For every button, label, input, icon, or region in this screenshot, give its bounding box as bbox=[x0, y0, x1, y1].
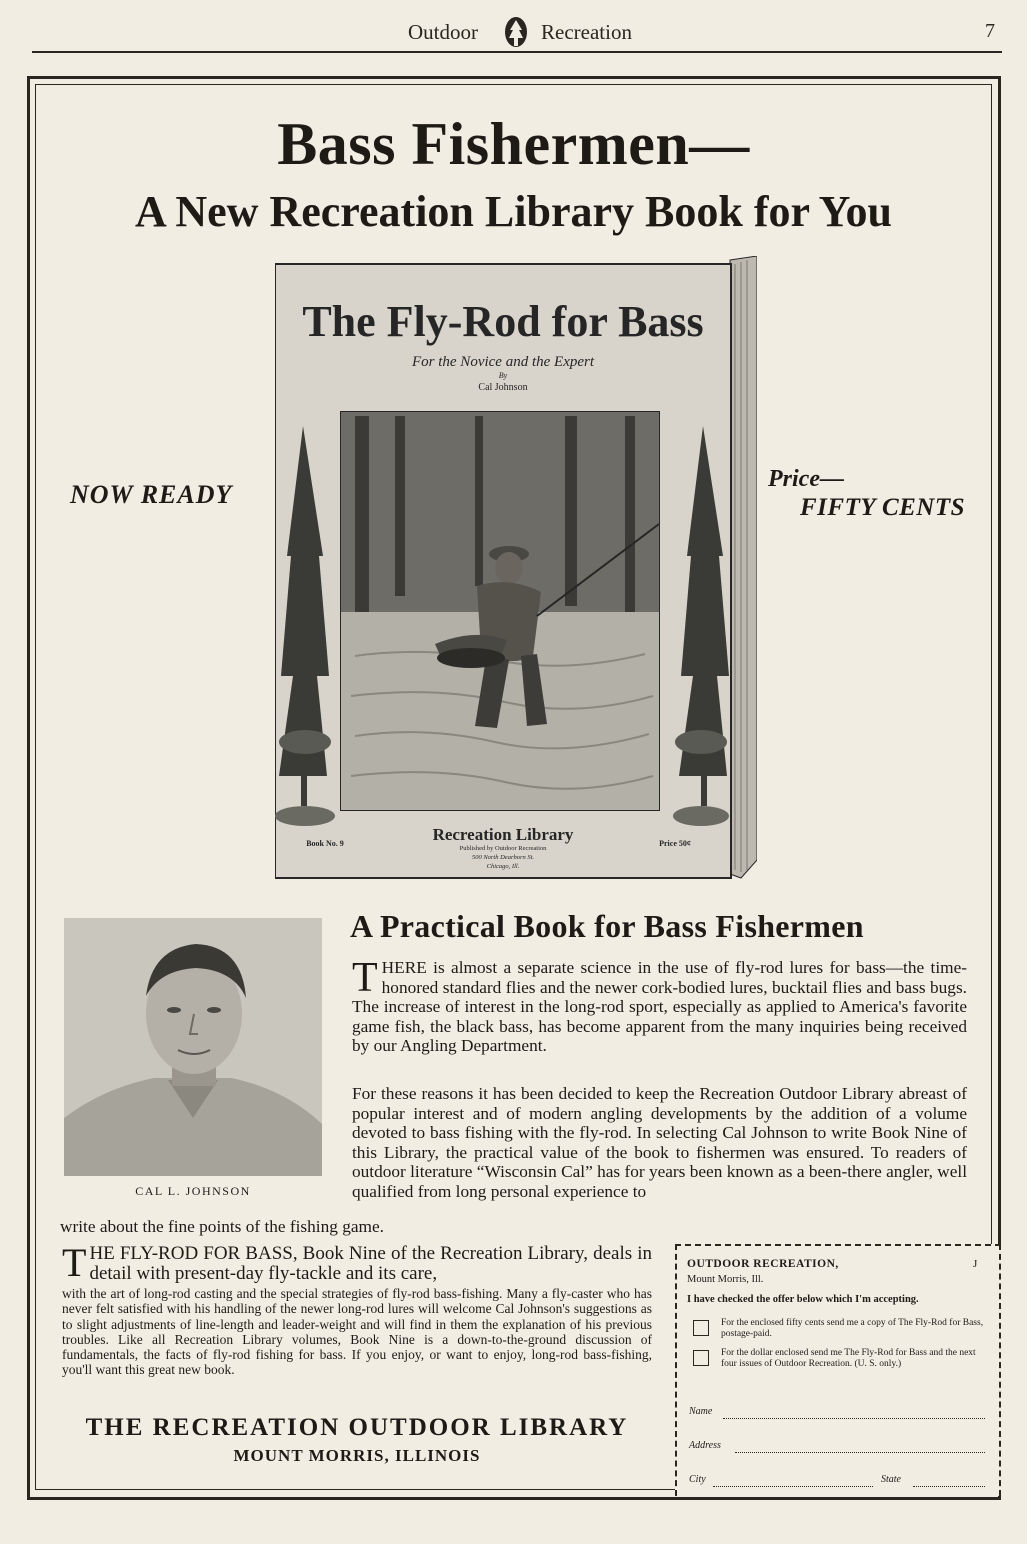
price-value: FIFTY CENTS bbox=[800, 494, 966, 521]
city-label: City bbox=[689, 1474, 706, 1485]
coupon-instruction: I have checked the offer below which I'm accepting. bbox=[687, 1294, 919, 1305]
headline-main: Bass Fishermen— bbox=[277, 111, 750, 177]
body-paragraph-1: THERE is almost a separate science in the use of fly-rod lures for bass—the time-honored standard flies and the newer cork-bodied lures, bucktail flies and bass bugs. The increase of interest in the long-rod sport, especially as applied to America's favorite game fish, the black bass, has become apparent from the many inquiries being received by our Angling Department. bbox=[352, 955, 967, 1055]
book-cover-illustration bbox=[275, 256, 757, 880]
cover-title: The Fly-Rod for Bass bbox=[302, 297, 704, 346]
coupon-corner-mark: J bbox=[973, 1258, 978, 1270]
name-field[interactable] bbox=[723, 1418, 985, 1419]
city-field[interactable] bbox=[713, 1486, 873, 1487]
cover-series: Recreation Library bbox=[432, 825, 574, 844]
cover-price: Price 50¢ bbox=[659, 839, 691, 848]
cover-book-number: Book No. 9 bbox=[306, 839, 344, 848]
book-page-edges bbox=[730, 256, 757, 878]
cover-street: 500 North Dearborn St. bbox=[471, 854, 535, 861]
magazine-name-right: Recreation bbox=[541, 20, 632, 44]
now-ready-callout: NOW READY bbox=[70, 480, 233, 509]
publisher-address: MOUNT MORRIS, ILLINOIS bbox=[233, 1446, 481, 1465]
option-2-checkbox[interactable] bbox=[693, 1350, 709, 1366]
cover-city: Chicago, Ill. bbox=[486, 863, 520, 870]
running-head bbox=[0, 14, 1027, 54]
order-coupon[interactable] bbox=[675, 1244, 1001, 1496]
book-description-lead: THE FLY-ROD FOR BASS, Book Nine of the Recreation Library, deals in detail with present-day fly-tackle and its care, bbox=[62, 1240, 652, 1285]
name-label: Name bbox=[689, 1406, 713, 1417]
state-label: State bbox=[881, 1474, 901, 1485]
coupon-heading: OUTDOOR RECREATION, bbox=[687, 1258, 839, 1270]
address-field[interactable] bbox=[735, 1452, 985, 1453]
body-paragraph-2-tail: write about the fine points of the fishing game. bbox=[60, 1217, 384, 1236]
headline-sub: A New Recreation Library Book for You bbox=[135, 187, 892, 236]
publisher-name: THE RECREATION OUTDOOR LIBRARY bbox=[85, 1414, 629, 1441]
cover-subtitle: For the Novice and the Expert bbox=[411, 354, 595, 370]
price-label: Price— bbox=[768, 466, 844, 492]
section-title: A Practical Book for Bass Fishermen bbox=[350, 908, 864, 944]
magazine-name-left: Outdoor bbox=[408, 20, 478, 44]
address-label: Address bbox=[689, 1440, 721, 1451]
state-field[interactable] bbox=[913, 1486, 985, 1487]
cover-author: Cal Johnson bbox=[478, 382, 528, 393]
portrait-caption: CAL L. JOHNSON bbox=[135, 1184, 251, 1198]
coupon-city: Mount Morris, Ill. bbox=[687, 1274, 764, 1285]
header-rule bbox=[32, 51, 1002, 53]
option-1-checkbox[interactable] bbox=[693, 1320, 709, 1336]
body-paragraph-2: For these reasons it has been decided to keep the Recreation Outdoor Library abreast of popular interest and of modern angling developments by the addition of a volume devoted to bass fishing with the fly-rod. In selecting Cal Johnson to write Book Nine of this Library, the practical value of the book to fishermen was ensured. To readers of outdoor literature “Wisconsin Cal” has for years been known as a been-there angler, well qualified from long personal experience to bbox=[352, 1084, 967, 1201]
tree-emblem-icon bbox=[500, 14, 532, 54]
page-number: 7 bbox=[985, 20, 995, 42]
cover-publisher: Published by Outdoor Recreation bbox=[459, 845, 547, 852]
cover-by: By bbox=[498, 371, 508, 380]
option-1-label: For the enclosed fifty cents send me a copy of The Fly-Rod for Bass, postage-paid. bbox=[721, 1318, 984, 1339]
option-2-label: For the dollar enclosed send me The Fly-Rod for Bass and the next four issues of Outdoor Recreation. (U. S. only.) bbox=[721, 1348, 976, 1369]
author-portrait bbox=[64, 918, 322, 1176]
book-description-body: with the art of long-rod casting and the special strategies of fly-rod bass-fishing. Many a fly-caster who has never felt satisfied with his handling of the newer long-rod lures will welcome Cal Johnson's suggestions as to slight adjustments of line-length and leader-weight and will find in them the explanation of his previous troubles. Like all Recreation Library volumes, Book Nine is a down-to-the-ground discussion of fundamentals, the facts of fly-rod fishing for bass. If you enjoy, or want to enjoy, long-rod bass-fishing, you'll want this great new book. bbox=[62, 1286, 652, 1378]
